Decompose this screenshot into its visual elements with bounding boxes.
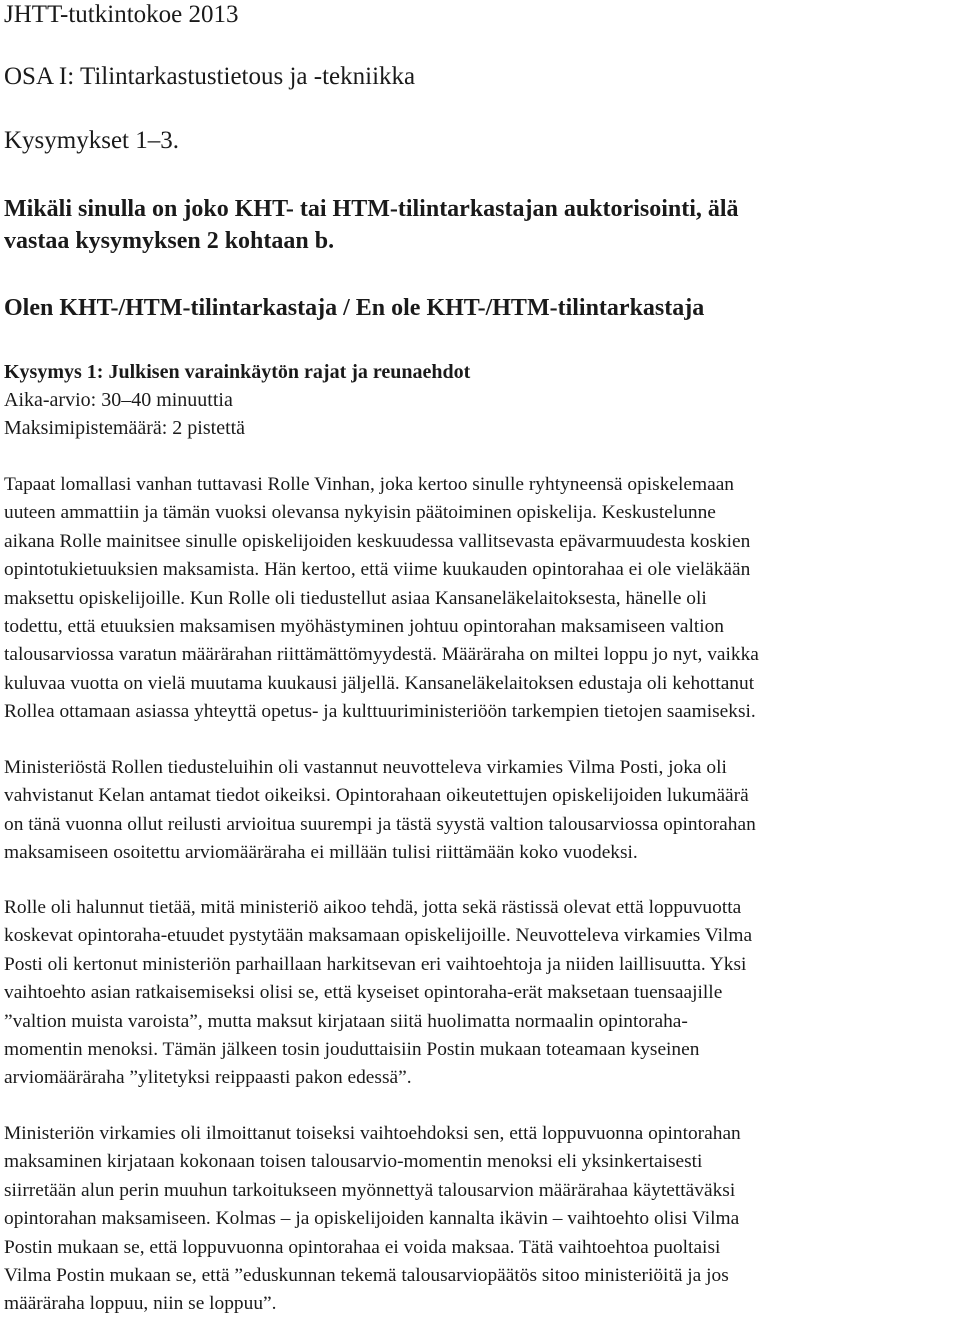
- paragraph-3: [4, 894, 954, 1093]
- paragraph-line: ”valtion muista varoista”, mutta maksut kirjataan siitä huolimatta normaalin opintoraha-: [4, 1010, 688, 1032]
- paragraph-line: Ministeriöstä Rollen tiedusteluihin oli vastannut neuvotteleva virkamies Vilma Posti, joka oli: [4, 757, 727, 778]
- paragraph-line: Rolle oli halunnut tietää, mitä ministeriö aikoo tehdä, jotta sekä rästissä olevat että loppuvuotta: [4, 897, 742, 918]
- paragraph-line: siirretään alun perin muuhun tarkoitukseen myönnettyä talousarvion määrärahaa käytettäväksi: [4, 1179, 736, 1201]
- paragraph-line: Ministeriön virkamies oli ilmoittanut toiseksi vaihtoehdoksi sen, että loppuvuonna opintorahan: [4, 1123, 741, 1144]
- paragraph-line: määräraha loppuu, niin se loppuu”.: [4, 1293, 277, 1315]
- part-title: OSA I: Tilintarkastustietous ja -tekniikka: [4, 63, 416, 90]
- paragraph-line: kuluvaa vuotta on vielä muutama kuukausi jäljellä. Kansaneläkelaitoksen edustaja oli kehottanut: [4, 672, 755, 694]
- paragraph-line: aikana Rolle mainitsee sinulle opiskelijoiden keskuudessa vallitsevasta epävarmuudesta koskien: [4, 530, 751, 552]
- paragraph-2: [4, 754, 954, 868]
- paragraph-line: Vilma Postin mukaan se, että ”eduskunnan tekemä talousarviopäätös sitoo ministeriöitä ja jos: [4, 1265, 729, 1287]
- notice-line-2: vastaa kysymyksen 2 kohtaan b.: [4, 228, 335, 254]
- paragraph-line: todettu, että etuuksien maksamisen myöhästyminen johtuu opintorahan maksamiseen valtion: [4, 616, 725, 638]
- paragraph-line: arviomääräraha ”ylitetyksi reippaasti pakon edessä”.: [4, 1067, 412, 1089]
- paragraph-line: vahvistanut Kelan antamat tiedot oikeiksi. Opintorahaan oikeutettujen opiskelijoiden lukumäärä: [4, 785, 749, 807]
- exam-title: JHTT-tutkintokoe 2013: [4, 1, 239, 28]
- paragraph-line: maksamiseen osoitettu arviomääräraha ei millään tulisi riittämään koko vuodeksi.: [4, 842, 638, 864]
- questions-range: Kysymykset 1–3.: [4, 127, 179, 154]
- paragraph-line: Rollea ottamaan asiassa yhteyttä opetus- ja kulttuuriministeriöön tarkempien tietojen saamiseksi.: [4, 701, 756, 723]
- paragraph-line: vaihtoehto asian ratkaisemiseksi olisi se, että kyseiset opintoraha-erät maksetaan tuensaajille: [4, 982, 723, 1004]
- paragraph-line: koskevat opintoraha-etuudet pystytään maksamaan opiskelijoille. Neuvotteleva virkamies Vilma: [4, 925, 753, 947]
- paragraph-line: uuteen ammattiin ja tämän vuoksi olevansa nykyisin päätoiminen opiskelija. Keskustelunne: [4, 502, 716, 524]
- paragraph-line: opintorahan maksamiseen. Kolmas – ja opiskelijoiden kannalta ikävin – vaihtoehto olisi Vilma: [4, 1208, 740, 1230]
- paragraph-4: [4, 1120, 954, 1319]
- max-points: Maksimipistemäärä: 2 pistettä: [4, 417, 246, 439]
- notice-line-1: Mikäli sinulla on joko KHT- tai HTM-tilintarkastajan auktorisointi, älä: [4, 196, 739, 222]
- paragraph-line: opintotukietuuksien maksamista. Hän kertoo, että viime kuukauden opintorahaa ei ole vieläkään: [4, 559, 751, 581]
- paragraph-line: maksettu opiskelijoille. Kun Rolle oli tiedustellut asiaa Kansaneläkelaitoksesta, hänelle oli: [4, 587, 707, 609]
- paragraph-line: momentin menoksi. Tämän jälkeen tosin jouduttaisiin Postin mukaan toteamaan kyseinen: [4, 1039, 700, 1061]
- paragraph-line: Tapaat lomallasi vanhan tuttavasi Rolle Vinhan, joka kertoo sinulle ryhtyneensä opiskelemaan: [4, 474, 734, 495]
- paragraph-line: on tänä vuonna ollut reilusti arvioitua suurempi ja tästä syystä valtion talousarviossa opintorahan: [4, 813, 756, 835]
- paragraph-line: Posti oli kertonut ministeriön parhaillaan harkitsevan eri vaihtoehtoja ja niiden laillisuutta. Yksi: [4, 953, 747, 975]
- paragraph-line: Postin mukaan se, että loppuvuonna opintorahaa ei voida maksaa. Tätä vaihtoehtoa puoltaisi: [4, 1236, 721, 1258]
- time-estimate: Aika-arvio: 30–40 minuuttia: [4, 389, 233, 411]
- auditor-choice: Olen KHT-/HTM-tilintarkastaja / En ole KHT-/HTM-tilintarkastaja: [4, 295, 705, 321]
- paragraph-1: [4, 471, 954, 727]
- paragraph-line: talousarviossa varatun määrärahan riittämättömyydestä. Määräraha on miltei loppu jo nyt, vaikka: [4, 644, 759, 666]
- question-title: Kysymys 1: Julkisen varainkäytön rajat ja reunaehdot: [4, 361, 471, 383]
- paragraph-line: maksaminen kirjataan kokonaan toisen talousarvio-momentin menoksi eli yksinkertaisesti: [4, 1151, 703, 1173]
